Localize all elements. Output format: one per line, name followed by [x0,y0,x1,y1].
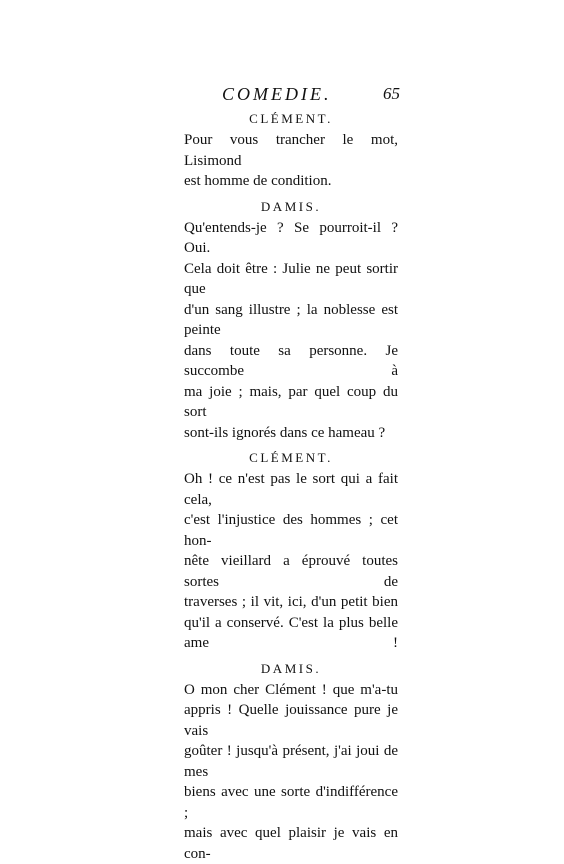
text-line: Oh ! ce n'est pas le sort qui a fait cela, [184,469,398,510]
text-line: traverses ; il vit, ici, d'un petit bien [184,592,398,613]
text-line: Qu'entends-je ? Se pourroit-il ? Oui. [184,218,398,259]
text-line: est homme de condition. [184,171,398,192]
text-line: O mon cher Clément ! que m'a-tu [184,680,398,701]
passage [184,108,398,192]
running-title: COMEDIE. [222,84,331,105]
text-line: c'est l'injustice des hommes ; cet hon- [184,510,398,551]
text-line: sont-ils ignorés dans ce hameau ? [184,423,398,444]
page-body [184,108,398,864]
speaker-name: DAMIS. [184,658,398,680]
text-line: biens avec une sorte d'indifférence ; [184,782,398,823]
text-line: appris ! Quelle jouissance pure je vais [184,700,398,741]
text-line: dans toute sa personne. Je succombe à [184,341,398,382]
passage [184,196,398,444]
speaker-name: CLÉMENT. [184,447,398,469]
text-line: Pour vous trancher le mot, Lisimond [184,130,398,171]
page-header [186,84,400,108]
text-line: mais avec quel plaisir je vais en con- [184,823,398,864]
text-line: ma joie ; mais, par quel coup du sort [184,382,398,423]
text-line: nête vieillard a éprouvé toutes sortes de [184,551,398,592]
page-number: 65 [383,84,400,104]
text-line: Cela doit être : Julie ne peut sortir que [184,259,398,300]
passage [184,658,398,864]
passage [184,447,398,654]
speaker-name: CLÉMENT. [184,108,398,130]
speaker-name: DAMIS. [184,196,398,218]
text-line: qu'il a conservé. C'est la plus belle ame ! [184,613,398,654]
text-line: d'un sang illustre ; la noblesse est peinte [184,300,398,341]
text-line: goûter ! jusqu'à présent, j'ai joui de mes [184,741,398,782]
